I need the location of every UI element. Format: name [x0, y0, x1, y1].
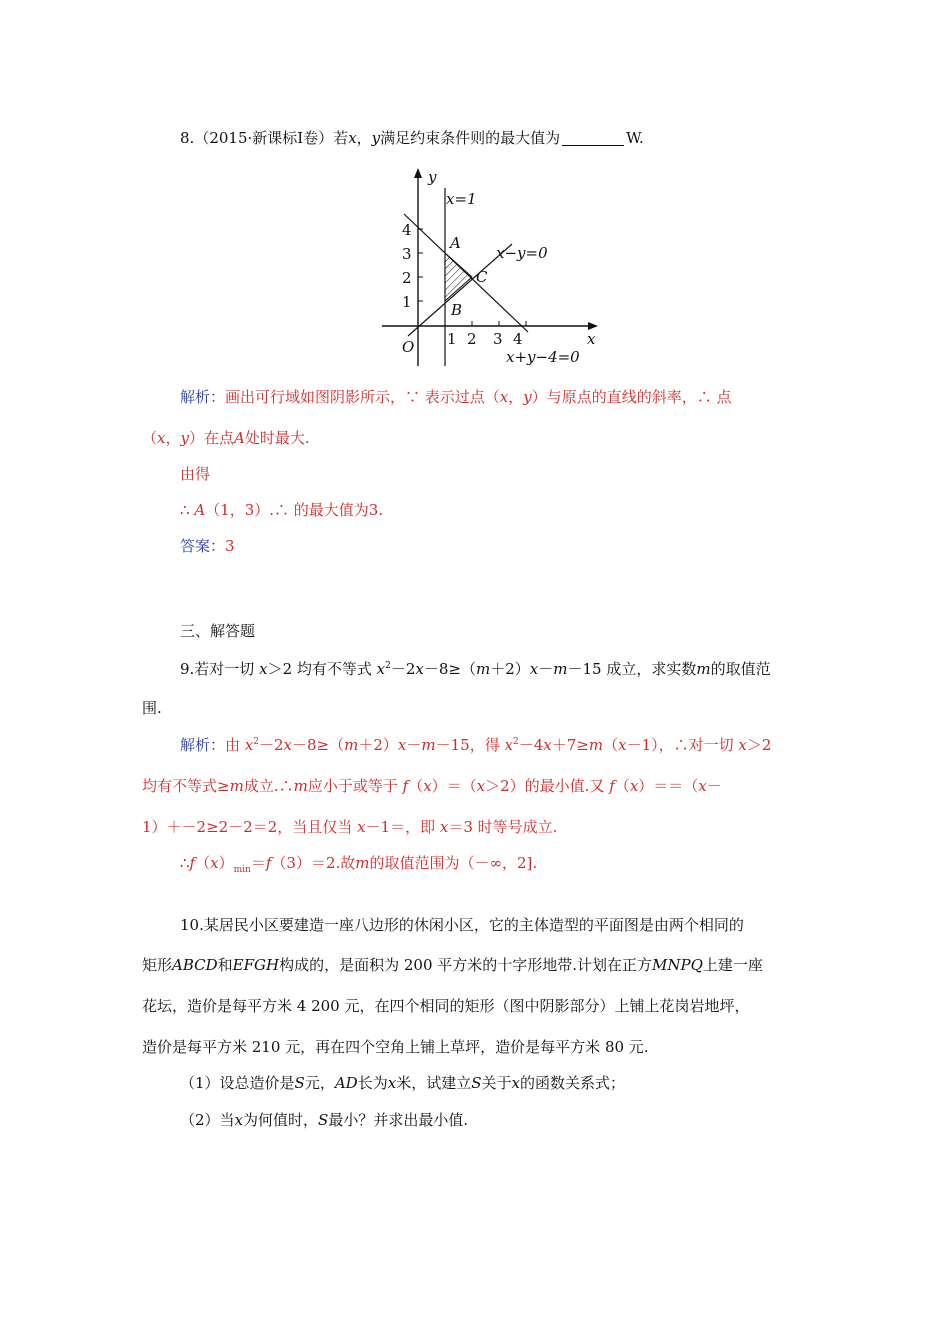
x-tick-4: 4 — [513, 330, 523, 348]
label-x-minus-y: x−y=0 — [496, 244, 548, 262]
t: ＞2 均有不等式 — [267, 660, 377, 678]
y-tick-4: 4 — [402, 221, 412, 239]
t: ＋2） — [358, 736, 398, 754]
punct: （ — [142, 429, 158, 447]
q8-text: 满足约束条件则的最大值为 — [380, 129, 561, 147]
v: f — [402, 777, 409, 795]
v: m — [476, 660, 491, 678]
t: 10.某居民小区要建造一座八边形的休闲小区，它的主体造型的平面图是由两个相同的 — [180, 916, 744, 934]
point-b-label: B — [451, 301, 463, 319]
x-tick-2: 2 — [467, 330, 477, 348]
t: 最小？并求出最小值. — [328, 1111, 469, 1129]
section-title — [180, 621, 255, 641]
t: （2）当 — [180, 1111, 235, 1129]
v: x — [259, 660, 268, 678]
y-tick-2: 2 — [402, 269, 412, 287]
t: －15，得 — [435, 736, 505, 754]
t: 由 — [225, 736, 245, 754]
v: x — [244, 736, 254, 754]
t: －2 — [259, 736, 284, 754]
t: （1）设总造价是 — [180, 1074, 295, 1092]
analysis-label: 解析： — [180, 736, 226, 754]
v: ABCD — [172, 956, 218, 974]
t: 的取值范 — [710, 660, 771, 678]
t: 米，试建立 — [396, 1074, 472, 1092]
t: －1＝，即 — [365, 818, 440, 836]
punct: ， — [356, 129, 372, 147]
a8-line-2 — [142, 428, 310, 448]
x-tick-3: 3 — [493, 330, 503, 348]
point-a-label: A — [450, 234, 461, 252]
q8-tail: W. — [626, 129, 644, 147]
a8-line-3 — [180, 464, 210, 484]
t: ＞2 — [746, 736, 772, 754]
a9-line-3 — [142, 817, 557, 837]
t: 元， — [304, 1074, 335, 1092]
v: m — [421, 736, 436, 754]
v: m — [588, 736, 604, 754]
x-tick-1: 1 — [447, 330, 457, 348]
v: x — [629, 777, 639, 795]
t: 成立.∴ — [243, 777, 294, 795]
a8-text: 处时最大. — [244, 429, 310, 447]
point-a: A — [194, 501, 206, 519]
q10-line-1 — [180, 915, 744, 935]
a8-text: ）在点 — [188, 429, 234, 447]
t: － — [406, 736, 422, 754]
answer-label: 答案： — [180, 537, 226, 555]
t: 上建一座 — [702, 956, 763, 974]
t: ＝3 时等号成立. — [448, 818, 558, 836]
a9-line-1 — [180, 735, 771, 755]
t: 造价是每平方米 210 元，再在四个空角上铺上草坪，造价是每平方米 80 元. — [142, 1038, 649, 1056]
t: －8≥（ — [423, 660, 476, 678]
a8-text: 画出可行域如图阴影所示，∵ 表示过点（ — [225, 388, 500, 406]
v: S — [294, 1074, 305, 1092]
t: ）＝＝（ — [638, 777, 699, 795]
v: m — [553, 660, 568, 678]
a9-line-4 — [180, 853, 537, 873]
feasible-region-graph — [378, 166, 608, 376]
t: （3）＝2.故 — [271, 854, 356, 872]
t: （ — [603, 736, 619, 754]
v: x — [415, 660, 424, 678]
v: x — [283, 736, 293, 754]
v: S — [318, 1111, 329, 1129]
var-x: x — [499, 388, 509, 406]
a8-text: 由得 — [180, 465, 211, 483]
analysis-label: 解析： — [180, 388, 226, 406]
v: x — [698, 777, 707, 795]
line-x-plus-y-4 — [404, 214, 528, 332]
q10-line-2 — [142, 955, 763, 975]
punct: ， — [508, 388, 524, 406]
var-y: y — [371, 129, 381, 147]
t: 关于 — [481, 1074, 512, 1092]
t: ） — [218, 854, 234, 872]
t: 均有不等式≥ — [142, 777, 230, 795]
t: －2 — [390, 660, 416, 678]
t: 1）＋－2≥2－2＝2，当且仅当 — [142, 818, 358, 836]
t: （ — [195, 854, 211, 872]
v: x — [376, 660, 386, 678]
y-axis-arrow — [414, 168, 422, 178]
v: f — [189, 854, 196, 872]
v: x — [423, 777, 432, 795]
t: ）＝（ — [431, 777, 477, 795]
v: EFGH — [232, 956, 280, 974]
x-axis-label: x — [587, 330, 596, 348]
v: m — [344, 736, 359, 754]
t: －8≥（ — [292, 736, 345, 754]
x-axis-arrow — [588, 322, 598, 330]
t: 长为 — [357, 1074, 388, 1092]
v: x — [234, 1111, 244, 1129]
label-x-equals-1: x=1 — [446, 190, 477, 208]
t: －1），∴对一切 — [626, 736, 739, 754]
v: f — [265, 854, 272, 872]
t: ＋2） — [490, 660, 530, 678]
q10-line-3 — [142, 996, 749, 1016]
t: 9.若对一切 — [180, 660, 260, 678]
var-x: x — [348, 129, 357, 147]
q10-line-4 — [142, 1037, 649, 1057]
v: x — [543, 736, 552, 754]
y-tick-3: 3 — [402, 245, 412, 263]
therefore: ∴ — [180, 501, 195, 519]
v: f — [609, 777, 615, 795]
a8-line-1 — [180, 387, 732, 407]
a9-line-2 — [142, 776, 722, 796]
sup: 2 — [253, 737, 259, 747]
t: 的取值范围为（－∞，2]. — [369, 854, 538, 872]
t: ＋7≥ — [551, 736, 589, 754]
t: － — [706, 777, 722, 795]
q9-line-1 — [180, 659, 771, 679]
t: －15 成立，求实数 — [567, 660, 697, 678]
sup: 2 — [385, 661, 391, 671]
t: 围. — [142, 699, 162, 717]
origin-label: O — [402, 338, 415, 356]
t: 矩形 — [142, 956, 173, 974]
a8-text: （1，3）.∴ 的最大值为3. — [205, 501, 384, 519]
t: （ — [614, 777, 630, 795]
v: m — [696, 660, 711, 678]
t: 构成的，是面积为 200 平方米的十字形地带.计划在正方 — [279, 956, 653, 974]
v: x — [618, 736, 627, 754]
v: x — [511, 1074, 520, 1092]
q10-line-5 — [180, 1073, 625, 1093]
answer-blank — [562, 131, 624, 146]
q8-number: 8. — [180, 129, 195, 147]
t: 应小于或等于 — [307, 777, 403, 795]
shaded-region — [445, 253, 472, 301]
v: AD — [334, 1074, 358, 1092]
q8-source: （2015·新课标Ⅰ卷）若 — [194, 129, 349, 147]
a8-line-4 — [180, 500, 383, 520]
answer-value: 3 — [225, 537, 235, 555]
t: ＝ — [250, 854, 266, 872]
v: m — [293, 777, 308, 795]
a8-line-5 — [180, 536, 235, 556]
v: m — [229, 777, 244, 795]
v: x — [738, 736, 747, 754]
v: m — [355, 854, 370, 872]
var-y: y — [523, 388, 532, 406]
sup: 2 — [512, 737, 519, 747]
q10-line-6 — [180, 1110, 468, 1130]
v: x — [397, 736, 407, 754]
var-y: y — [180, 429, 189, 447]
v: S — [471, 1074, 482, 1092]
point-c-label: C — [476, 268, 488, 286]
punct: ， — [165, 429, 181, 447]
v: x — [210, 854, 219, 872]
t: （ — [408, 777, 424, 795]
t: ∴ — [180, 854, 190, 872]
y-axis-label: y — [428, 168, 437, 186]
t: 为何值时， — [243, 1111, 319, 1129]
v: x — [357, 818, 366, 836]
point-a: A — [234, 429, 245, 447]
var-x: x — [157, 429, 166, 447]
t: ＞2）的最小值.又 — [485, 777, 610, 795]
t: －4 — [518, 736, 544, 754]
v: MNPQ — [652, 956, 703, 974]
q9-line-2 — [142, 698, 162, 718]
y-tick-1: 1 — [402, 293, 412, 311]
t: － — [538, 660, 554, 678]
v: x — [476, 777, 486, 795]
sub: min — [233, 865, 251, 875]
label-x-plus-y-4: x+y−4=0 — [506, 348, 580, 366]
v: x — [529, 660, 539, 678]
t: 的函数关系式； — [519, 1074, 625, 1092]
a8-text: ）与原点的直线的斜率，∴ 点 — [531, 388, 732, 406]
v: x — [439, 818, 449, 836]
section-3: 三、解答题 — [180, 622, 256, 640]
t: 花坛，造价是每平方米 4 200 元，在四个相同的矩形（图中阴影部分）上铺上花岗岩地坪， — [142, 997, 750, 1015]
v: x — [387, 1074, 397, 1092]
t: 和 — [217, 956, 233, 974]
v: x — [504, 736, 513, 754]
q8-line — [180, 128, 644, 148]
